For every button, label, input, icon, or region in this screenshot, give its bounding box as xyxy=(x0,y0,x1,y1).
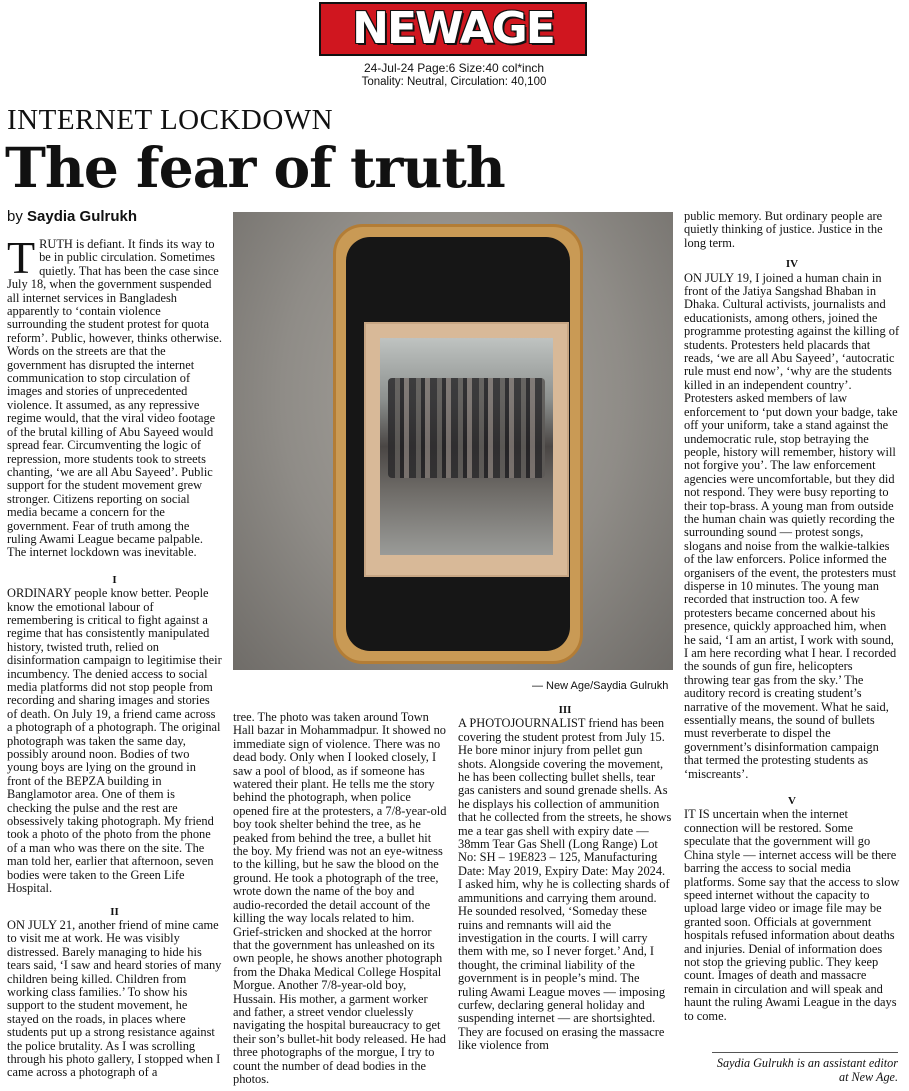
section-heading-5: V xyxy=(788,795,796,808)
photograph-scene xyxy=(380,338,553,555)
clip-meta-tonality: Tonality: Neutral, Circulation: 40,100 xyxy=(361,76,547,88)
lede-paragraph xyxy=(7,232,222,560)
drop-cap: T xyxy=(7,232,36,283)
byline-author: Saydia Gulrukh xyxy=(27,208,138,225)
article-photo xyxy=(233,212,673,670)
section-5-body: IT IS uncertain when the internet connection will be restored. Some speculate that the government will go China style — internet access will be there barring the access to social media platforms. Some say that the access to slow speed internet without the capacity to upload large video or image file may be granted soon. Officials at government hospitals refused information about deaths and injuries. Denial of information does not stop the grieving public. They keep count. Images of death and massacre remain in circulation and will speak and haunt the ruling Awami League in the days to come. xyxy=(684,807,900,1023)
photograph-on-screen xyxy=(364,322,569,577)
section-heading-1: I xyxy=(112,573,117,586)
column-4 xyxy=(684,210,900,1023)
section-heading-4: IV xyxy=(785,258,799,271)
section-1-body: ORDINARY people know better. People know the emotional labour of remembering is critical to fight against a regime that has consistently manipulated history, twisted truth, relied on disinformation campaign to legitimise their incumbency. The denied access to social media platforms did not stop people from recording and sharing images and stories of death. On July 19, a friend came across a photograph of a photograph. The original photograph was taken the same day, possibly around noon. Bodies of two young boys are lying on the ground in front of the BEPZA building in Banglamotor area. One of them is checking the pulse and the rest are obsessively taking photograph. My friend took a photo of the photo from the phone of a man who was there on the site. The man told her, earlier that afternoon, seven bodies were taken to the Green Life Hospital. xyxy=(7,586,222,896)
section-3-continuation: public memory. But ordinary people are quietly thinking of justice. Justice in the long term. xyxy=(684,209,883,250)
masthead-logo-text: NEWAGE xyxy=(352,3,554,54)
section-3-body: A PHOTOJOURNALIST friend has been covering the student protest from July 15. He bore minor injury from pellet gun shots. Alongside covering the movement, he has been collecting bullet shells, tear gas canisters and sound grenade shells. As he displays his collection of ammunition that he collected from the streets, he shows me a tear gas shell with expiry date — 38mm Tear Gas Shell (Long Range) Lot No: SH – 19E823 – 125, Manufacturing Date: May 2019, Expiry Date: May 2024. I asked him, why he is collecting shards of ammunitions and carrying them around. He sounded resolved, ‘Someday these ruins and remnants will aid the investigation in the courts. I will carry them with me, so I never forget.’ And, I thought, the criminal liability of the government is in people’s mind. The ruling Awami League moves — imposing curfew, declaring general holiday and suspending internet — are shortsighted. They are focused on erasing the massacre like violence from xyxy=(458,716,672,1053)
article-headline: The fear of truth xyxy=(5,135,505,200)
section-heading-3: III xyxy=(558,704,572,716)
clip-meta-page-size: 24-Jul-24 Page:6 Size:40 col*inch xyxy=(363,61,545,75)
photograph-crowd xyxy=(388,378,545,478)
lede-text: RUTH is defiant. It finds its way to be in public circulation. Sometimes quietly. That has been the case since July 18, when the government suspended all internet services in Bangladesh apparently to ‘contain violence surrounding the student protest for quota reform’. Public, however, thinks otherwise. Words on the streets are that the government has disrupted the internet communication to stop circulation of images and stories of unprecedented violence. It assumed, as any repressive regime would, that the viral video footage of the brutal killing of Abu Sayeed would spread fear. Circumventing the logic of repression, more students took to streets chanting, ‘we are all Abu Sayeed’. Public support for the student movement grew stronger. Citizens reporting on social media became a concern for the government. Fear of truth among the ruling Awami League became palpable. The internet lockdown was inevitable. xyxy=(7,237,222,560)
byline-prefix: by xyxy=(7,208,23,225)
photo-credit: — New Age/Saydia Gulrukh xyxy=(532,680,669,692)
column-1 xyxy=(7,232,222,1080)
phone-screen xyxy=(346,237,570,651)
author-note: Saydia Gulrukh is an assistant editor at New Age. xyxy=(716,1056,898,1084)
phone-in-photo xyxy=(333,224,583,664)
column-3 xyxy=(458,704,672,1053)
section-2-body-a: ON JULY 21, another friend of mine came to visit me at work. He was visibly distressed. Barely managing to hide his tears said, ‘I saw and heard stories of many children being killed. Children from working class families.’ To show his support to the student movement, he stayed on the roads, in places where students put up a strong resistance against the police brutality. As I was scrolling through his photo gallery, I stopped when I came across a photograph of a xyxy=(7,917,222,1080)
newspaper-masthead xyxy=(319,2,587,56)
article-byline xyxy=(7,208,137,225)
section-heading-2: II xyxy=(110,905,119,918)
section-2-body-b: tree. The photo was taken around Town Hall bazar in Mohammadpur. It showed no immediate sign of violence. There was no dead body. Only when I looked closely, I saw a pool of blood, as if someone has watered their plant. He tells me the story behind the photograph, when police opened fire at the protesters, a 7/8-year-old boy took shelter behind the tree, as he peaked from behind the tree, a bullet hit the boy. My friend was not an eye-witness to the killing, but he saw the blood on the ground. He took a photograph of the tree, wrote down the name of the boy and audio-recorded the detail account of the killing the way locals related to him. Grief-stricken and shocked at the horror that the government has unleashed on its own people, he shows another photograph from the Dhaka Medical College Hospital Morgue. Another 7/8-year-old boy, Hussain. His mother, a garment worker and father, a street vendor cluelessly navigating the hospital bureaucracy to get their son’s bullet-hit body released. He had three photographs of the morgue, I try to count the number of dead bodies in the photos. xyxy=(233,710,447,1086)
column-2 xyxy=(233,711,447,1086)
article-topic: INTERNET LOCKDOWN xyxy=(7,104,334,136)
section-4-body: ON JULY 19, I joined a human chain in front of the Jatiya Sangshad Bhaban in Dhaka. Cultural activists, journalists and educationists, among others, joined the programme protesting against the killing of students. Protesters held placards that reads, ‘we are all Abu Sayeed’, ‘autocratic rule must end now’, ‘why are the students killed in an independent country’. Protesters asked members of law enforcement to ‘put down your badge, take off your uniform, take a stand against the undemocratic rule, stop betraying the people, history will remember, history will not forgive you’. The law enforcement agencies were uncomfortable, but they did not respond. They were busy reporting to their top-brass. A young man from outside the human chain was quietly recording the surrounding sound — protest songs, slogans and noise from the walkie-talkies of the law enforcers. Police informed the organisers of the event, the protesters must disperse in 10 minutes. The young man recorded that instruction too. A few protesters became concerned about his presence, quickly approached him, when he said, ‘I am an artist, I work with sound, I am here recording what I hear. I recorded the sounds of gun fire, helicopters throwing tear gas from the sky.’ The auditory record is creating student’s narrative of the movement. What he said, essentially means, the sound of bullets must reverberate to dispel the government’s disinformation campaign that termed the protesting students as ‘miscreants’. xyxy=(684,270,900,781)
author-note-rule xyxy=(712,1052,898,1053)
